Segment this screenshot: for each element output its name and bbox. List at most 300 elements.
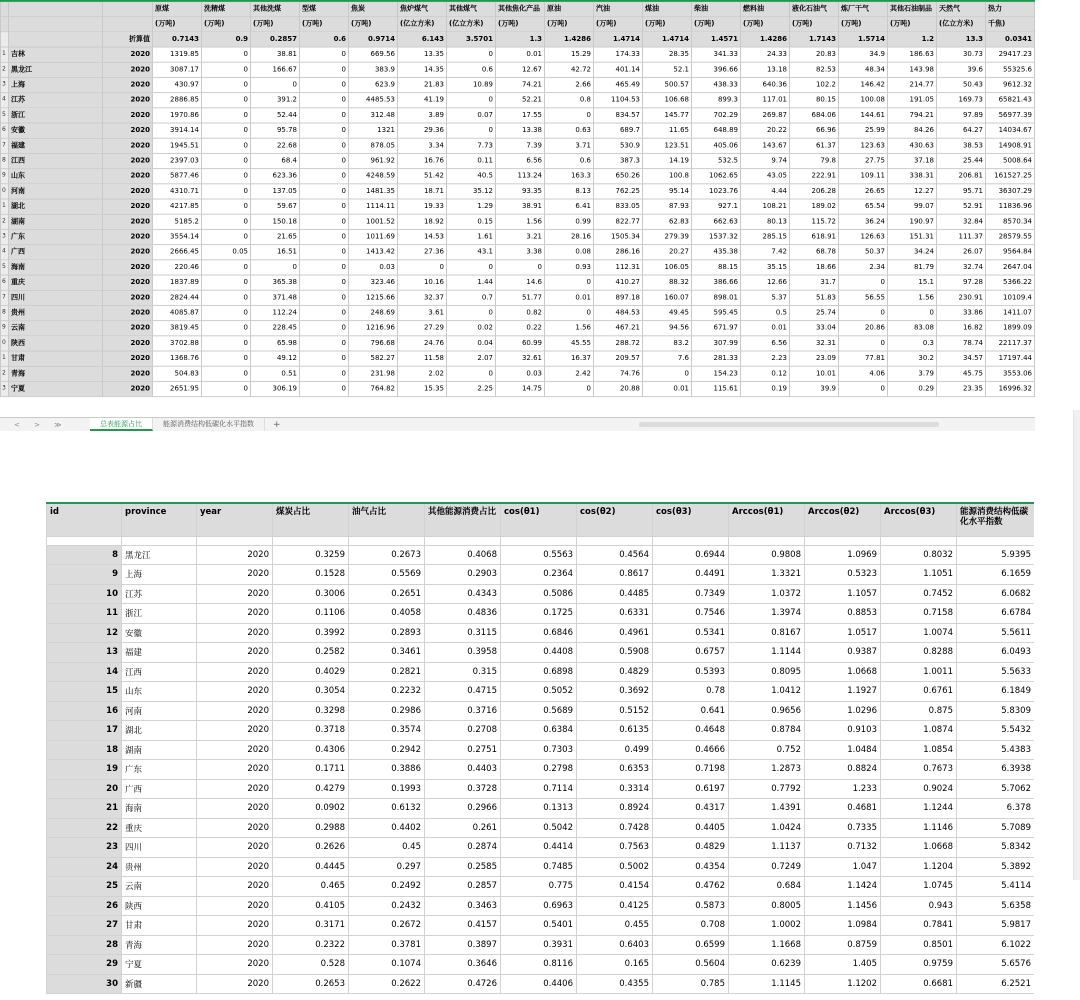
data-cell[interactable]: 0.5873 [653,896,729,916]
data-cell[interactable]: 51.42 [398,168,447,183]
data-cell[interactable]: 0.07 [447,107,496,122]
data-cell[interactable]: 166.67 [251,62,300,77]
data-cell[interactable]: 0.3692 [577,682,653,702]
column-header[interactable]: 天然气 [937,1,986,16]
data-cell[interactable]: 0.4666 [653,740,729,760]
data-cell[interactable]: 1.0854 [881,740,957,760]
data-cell[interactable]: 150.18 [251,214,300,229]
data-cell[interactable]: 4310.71 [153,183,202,198]
data-cell[interactable]: 115.72 [790,214,839,229]
data-cell[interactable]: 0.3728 [425,779,501,799]
data-cell[interactable]: 0.8 [545,92,594,107]
column-header[interactable]: 洗精煤 [202,1,251,16]
data-cell[interactable]: 137.05 [251,183,300,198]
column-header[interactable]: 其他洗煤 [251,1,300,16]
data-cell[interactable]: 0.01 [643,381,692,396]
data-cell[interactable]: 16.82 [937,320,986,335]
id-cell[interactable]: 21 [47,799,122,819]
data-cell[interactable]: 190.97 [888,214,937,229]
data-cell[interactable]: 0 [300,351,349,366]
year-cell[interactable]: 2020 [197,643,273,663]
data-cell[interactable]: 0.0902 [273,799,349,819]
data-cell[interactable]: 0 [545,107,594,122]
column-header[interactable]: id [47,503,122,536]
data-cell[interactable]: 0 [202,290,251,305]
data-cell[interactable]: 961.92 [349,153,398,168]
data-cell[interactable]: 0.775 [501,877,577,897]
data-cell[interactable]: 0 [202,168,251,183]
unit-header[interactable]: (万吨) [888,16,937,31]
data-cell[interactable]: 0.7452 [881,584,957,604]
data-cell[interactable]: 95.14 [643,183,692,198]
data-cell[interactable]: 0.8824 [805,760,881,780]
data-cell[interactable]: 37.18 [888,153,937,168]
year-cell[interactable]: 2020 [197,974,273,994]
data-cell[interactable]: 0.7132 [805,838,881,858]
weight-value[interactable]: 1.4714 [594,31,643,46]
data-cell[interactable]: 689.7 [594,123,643,138]
data-cell[interactable]: 0.4317 [653,799,729,819]
province-cell[interactable]: 甘肃 [9,351,103,366]
empty-cell[interactable] [805,536,881,545]
data-cell[interactable]: 0.3574 [349,721,425,741]
data-cell[interactable]: 0.8759 [805,935,881,955]
year-cell[interactable]: 2020 [197,682,273,702]
data-cell[interactable]: 5.7062 [957,779,1035,799]
data-cell[interactable]: 530.9 [594,138,643,153]
row-number[interactable]: 8 [1,153,9,168]
data-cell[interactable]: 10.16 [398,275,447,290]
data-cell[interactable]: 5008.64 [986,153,1035,168]
data-cell[interactable]: 6.1659 [957,565,1035,585]
data-cell[interactable]: 0.2364 [501,565,577,585]
id-cell[interactable]: 26 [47,896,122,916]
row-number[interactable]: 7 [1,138,9,153]
data-cell[interactable]: 833.05 [594,199,643,214]
data-cell[interactable]: 1.1137 [729,838,805,858]
data-cell[interactable]: 7.42 [741,244,790,259]
data-cell[interactable]: 16.51 [251,244,300,259]
data-cell[interactable]: 0.6599 [653,935,729,955]
data-cell[interactable]: 0.8853 [805,604,881,624]
data-cell[interactable]: 0.2622 [349,974,425,994]
data-cell[interactable]: 51.77 [496,290,545,305]
data-cell[interactable]: 56.55 [839,290,888,305]
data-cell[interactable]: 532.5 [692,153,741,168]
data-cell[interactable]: 102.2 [790,77,839,92]
data-cell[interactable]: 1.3974 [729,604,805,624]
data-cell[interactable]: 9612.32 [986,77,1035,92]
unit-header[interactable]: (万吨) [153,16,202,31]
data-cell[interactable]: 0.4445 [273,857,349,877]
province-cell[interactable]: 海南 [9,259,103,274]
province-cell[interactable]: 陕西 [122,896,197,916]
province-cell[interactable]: 湖南 [122,740,197,760]
data-cell[interactable]: 7.39 [496,138,545,153]
data-cell[interactable]: 671.97 [692,320,741,335]
data-cell[interactable]: 1.0745 [881,877,957,897]
data-cell[interactable]: 0.9808 [729,545,805,565]
data-cell[interactable]: 0.8924 [577,799,653,819]
province-cell[interactable]: 青海 [122,935,197,955]
data-cell[interactable]: 0.3931 [501,935,577,955]
data-cell[interactable]: 2.42 [545,366,594,381]
data-cell[interactable]: 88.32 [643,275,692,290]
data-cell[interactable]: 35.15 [741,259,790,274]
data-cell[interactable]: 0 [202,92,251,107]
data-cell[interactable]: 0 [300,290,349,305]
data-cell[interactable]: 0 [202,47,251,62]
data-cell[interactable]: 279.39 [643,229,692,244]
data-cell[interactable]: 500.57 [643,77,692,92]
weight-value[interactable]: 0.7143 [153,31,202,46]
data-cell[interactable]: 0 [300,259,349,274]
data-cell[interactable]: 0.4125 [577,896,653,916]
data-cell[interactable]: 0.4829 [577,662,653,682]
data-cell[interactable]: 0.4355 [577,974,653,994]
data-cell[interactable]: 0.7485 [501,857,577,877]
data-cell[interactable]: 13.18 [741,62,790,77]
data-cell[interactable]: 11.65 [643,123,692,138]
data-cell[interactable]: 0.4343 [425,584,501,604]
data-cell[interactable]: 20.22 [741,123,790,138]
data-cell[interactable]: 20.27 [643,244,692,259]
data-cell[interactable]: 144.61 [839,107,888,122]
data-cell[interactable]: 27.75 [839,153,888,168]
unit-header[interactable]: (亿立方米) [398,16,447,31]
data-cell[interactable]: 0.5052 [501,682,577,702]
data-cell[interactable]: 0.4564 [577,545,653,565]
data-cell[interactable]: 206.81 [937,168,986,183]
unit-header[interactable]: (万吨) [692,16,741,31]
data-cell[interactable]: 87.93 [643,199,692,214]
unit-header[interactable]: (万吨) [496,16,545,31]
data-cell[interactable]: 1.0074 [881,623,957,643]
weight-value[interactable]: 1.7143 [790,31,839,46]
province-cell[interactable]: 四川 [9,290,103,305]
data-cell[interactable]: 0.4491 [653,565,729,585]
data-cell[interactable]: 1.1424 [805,877,881,897]
data-cell[interactable]: 52.1 [643,62,692,77]
data-cell[interactable]: 35.12 [447,183,496,198]
data-cell[interactable]: 0.5908 [577,643,653,663]
data-cell[interactable]: 2824.44 [153,290,202,305]
data-cell[interactable]: 14908.91 [986,138,1035,153]
data-cell[interactable]: 312.48 [349,107,398,122]
data-cell[interactable]: 0.7673 [881,760,957,780]
data-cell[interactable]: 0.93 [545,259,594,274]
data-cell[interactable]: 0.5 [741,305,790,320]
row-number[interactable]: 5 [1,107,9,122]
data-cell[interactable]: 504.83 [153,366,202,381]
data-cell[interactable]: 97.89 [937,107,986,122]
data-cell[interactable]: 0.752 [729,740,805,760]
data-cell[interactable]: 0 [447,259,496,274]
weight-value[interactable]: 3.5701 [447,31,496,46]
data-cell[interactable]: 0.297 [349,857,425,877]
data-cell[interactable]: 438.33 [692,77,741,92]
data-cell[interactable]: 0 [839,381,888,396]
data-cell[interactable]: 19.33 [398,199,447,214]
data-cell[interactable]: 0.641 [653,701,729,721]
province-cell[interactable]: 河南 [122,701,197,721]
data-cell[interactable]: 2.07 [447,351,496,366]
weight-value[interactable]: 0.0341 [986,31,1035,46]
data-cell[interactable]: 6.0493 [957,643,1035,663]
id-cell[interactable]: 9 [47,565,122,585]
id-cell[interactable]: 18 [47,740,122,760]
data-cell[interactable]: 0 [447,305,496,320]
year-cell[interactable]: 2020 [103,366,153,381]
data-cell[interactable]: 0.708 [653,916,729,936]
province-cell[interactable]: 贵州 [122,857,197,877]
data-cell[interactable]: 0.6197 [653,779,729,799]
data-cell[interactable]: 5877.46 [153,168,202,183]
data-cell[interactable]: 5.5611 [957,623,1035,643]
data-cell[interactable]: 371.48 [251,290,300,305]
data-cell[interactable]: 0.8501 [881,935,957,955]
data-cell[interactable]: 5.6358 [957,896,1035,916]
id-cell[interactable]: 25 [47,877,122,897]
data-cell[interactable]: 1.0969 [805,545,881,565]
data-cell[interactable]: 25.74 [790,305,839,320]
data-cell[interactable]: 0.315 [425,662,501,682]
data-cell[interactable]: 1945.51 [153,138,202,153]
data-cell[interactable]: 1413.42 [349,244,398,259]
data-cell[interactable]: 0.5563 [501,545,577,565]
province-cell[interactable]: 山东 [122,682,197,702]
data-cell[interactable]: 41.19 [398,92,447,107]
data-cell[interactable]: 0.3259 [273,545,349,565]
data-cell[interactable]: 117.01 [741,92,790,107]
data-cell[interactable]: 1216.96 [349,320,398,335]
data-cell[interactable]: 662.63 [692,214,741,229]
data-cell[interactable]: 0 [300,183,349,198]
data-cell[interactable]: 5.5633 [957,662,1035,682]
year-cell[interactable]: 2020 [197,857,273,877]
data-cell[interactable]: 8570.34 [986,214,1035,229]
data-cell[interactable]: 307.99 [692,335,741,350]
data-cell[interactable]: 59.67 [251,199,300,214]
data-cell[interactable]: 151.31 [888,229,937,244]
data-cell[interactable]: 22117.37 [986,335,1035,350]
province-cell[interactable]: 吉林 [9,47,103,62]
data-cell[interactable]: 0 [300,199,349,214]
data-cell[interactable]: 0.2798 [501,760,577,780]
data-cell[interactable]: 154.23 [692,366,741,381]
data-cell[interactable]: 0.7841 [881,916,957,936]
weight-value[interactable]: 1.5714 [839,31,888,46]
data-cell[interactable]: 0.6846 [501,623,577,643]
data-cell[interactable]: 0.4726 [425,974,501,994]
data-cell[interactable]: 0.05 [202,244,251,259]
data-cell[interactable]: 1.0874 [881,721,957,741]
row-number[interactable]: 9 [1,168,9,183]
data-cell[interactable]: 0.7792 [729,779,805,799]
id-cell[interactable]: 23 [47,838,122,858]
data-cell[interactable]: 762.25 [594,183,643,198]
data-cell[interactable]: 0.5569 [349,565,425,585]
data-cell[interactable]: 0 [839,275,888,290]
data-cell[interactable]: 1411.07 [986,305,1035,320]
data-cell[interactable]: 81.79 [888,259,937,274]
year-cell[interactable]: 2020 [197,662,273,682]
data-cell[interactable]: 34.24 [888,244,937,259]
data-cell[interactable]: 28.35 [643,47,692,62]
weight-value[interactable]: 0.2857 [251,31,300,46]
year-cell[interactable]: 2020 [197,545,273,565]
data-cell[interactable]: 0.3992 [273,623,349,643]
data-cell[interactable]: 15.29 [545,47,594,62]
data-cell[interactable]: 163.3 [545,168,594,183]
data-cell[interactable]: 43.1 [447,244,496,259]
data-cell[interactable]: 8.13 [545,183,594,198]
data-cell[interactable]: 62.83 [643,214,692,229]
data-cell[interactable]: 26.65 [839,183,888,198]
province-cell[interactable]: 黑龙江 [122,545,197,565]
data-cell[interactable]: 1481.35 [349,183,398,198]
data-cell[interactable]: 1.1144 [729,643,805,663]
data-cell[interactable]: 1.1202 [805,974,881,994]
year-cell[interactable]: 2020 [197,565,273,585]
data-cell[interactable]: 61.37 [790,138,839,153]
data-cell[interactable]: 2.25 [447,381,496,396]
data-cell[interactable]: 623.9 [349,77,398,92]
data-cell[interactable]: 0.6384 [501,721,577,741]
data-cell[interactable]: 0 [202,351,251,366]
column-header[interactable]: 其他煤气 [447,1,496,16]
data-cell[interactable]: 40.5 [447,168,496,183]
empty-header-cell[interactable] [103,16,153,31]
data-cell[interactable]: 1.0002 [729,916,805,936]
data-cell[interactable]: 0.5393 [653,662,729,682]
data-cell[interactable]: 6.2521 [957,974,1035,994]
data-cell[interactable]: 0 [300,214,349,229]
empty-cell[interactable] [653,536,729,545]
data-cell[interactable]: 88.15 [692,259,741,274]
data-cell[interactable]: 285.15 [741,229,790,244]
year-cell[interactable]: 2020 [103,168,153,183]
unit-header[interactable]: (万吨) [545,16,594,31]
column-header[interactable]: province [122,503,197,536]
data-cell[interactable]: 0.1993 [349,779,425,799]
year-cell[interactable]: 2020 [197,760,273,780]
data-cell[interactable]: 18.92 [398,214,447,229]
data-cell[interactable]: 0.4279 [273,779,349,799]
data-cell[interactable]: 0 [202,229,251,244]
unit-header[interactable]: (万吨) [349,16,398,31]
empty-cell[interactable] [501,536,577,545]
data-cell[interactable]: 0.4836 [425,604,501,624]
data-cell[interactable]: 0.2626 [273,838,349,858]
data-cell[interactable]: 0.6 [545,153,594,168]
data-cell[interactable]: 899.3 [692,92,741,107]
data-cell[interactable]: 0 [839,335,888,350]
empty-cell[interactable] [122,536,197,545]
data-cell[interactable]: 16996.32 [986,381,1035,396]
data-cell[interactable]: 0.7249 [729,857,805,877]
id-cell[interactable]: 27 [47,916,122,936]
data-cell[interactable]: 0.3958 [425,643,501,663]
data-cell[interactable]: 3554.14 [153,229,202,244]
data-cell[interactable]: 14034.67 [986,123,1035,138]
data-cell[interactable]: 3.71 [545,138,594,153]
data-cell[interactable]: 0.12 [741,366,790,381]
data-cell[interactable]: 430.97 [153,77,202,92]
row-number[interactable]: 0 [1,335,9,350]
data-cell[interactable]: 43.05 [741,168,790,183]
data-cell[interactable]: 0.7335 [805,818,881,838]
data-cell[interactable]: 9.74 [741,153,790,168]
unit-header[interactable]: (万吨) [790,16,839,31]
data-cell[interactable]: 6.1849 [957,682,1035,702]
data-cell[interactable]: 95.78 [251,123,300,138]
data-cell[interactable]: 338.31 [888,168,937,183]
data-cell[interactable]: 0.3115 [425,623,501,643]
data-cell[interactable]: 0.6 [447,62,496,77]
province-cell[interactable]: 安徽 [122,623,197,643]
province-cell[interactable]: 青海 [9,366,103,381]
data-cell[interactable]: 4217.85 [153,199,202,214]
data-cell[interactable]: 0.4105 [273,896,349,916]
data-cell[interactable]: 0 [300,138,349,153]
data-cell[interactable]: 1.4391 [729,799,805,819]
data-cell[interactable]: 0 [447,47,496,62]
data-cell[interactable]: 0.4405 [653,818,729,838]
year-cell[interactable]: 2020 [197,838,273,858]
data-cell[interactable]: 189.02 [790,199,839,214]
data-cell[interactable]: 0.2942 [349,740,425,760]
data-cell[interactable]: 100.08 [839,92,888,107]
data-cell[interactable]: 1.1244 [881,799,957,819]
data-cell[interactable]: 1899.09 [986,320,1035,335]
weight-value[interactable]: 1.4714 [643,31,692,46]
data-cell[interactable]: 24.33 [741,47,790,62]
data-cell[interactable]: 6.1022 [957,935,1035,955]
data-cell[interactable]: 0 [202,275,251,290]
province-cell[interactable]: 江苏 [122,584,197,604]
data-cell[interactable]: 341.33 [692,47,741,62]
data-cell[interactable]: 13.38 [496,123,545,138]
data-cell[interactable]: 3.34 [398,138,447,153]
data-cell[interactable]: 2.34 [839,259,888,274]
data-cell[interactable]: 24.76 [398,335,447,350]
data-cell[interactable]: 465.49 [594,77,643,92]
data-cell[interactable]: 0.2673 [349,545,425,565]
data-cell[interactable]: 78.74 [937,335,986,350]
empty-header-cell[interactable] [1,31,9,46]
data-cell[interactable]: 0.6898 [501,662,577,682]
data-cell[interactable]: 1023.76 [692,183,741,198]
row-number[interactable]: 2 [1,62,9,77]
unit-header[interactable]: (万吨) [741,16,790,31]
data-cell[interactable]: 1.1146 [881,818,957,838]
year-cell[interactable]: 2020 [197,935,273,955]
id-cell[interactable]: 17 [47,721,122,741]
data-cell[interactable]: 1.0296 [805,701,881,721]
column-header[interactable]: 型煤 [300,1,349,16]
row-number[interactable]: 2 [1,366,9,381]
province-cell[interactable]: 黑龙江 [9,62,103,77]
data-cell[interactable]: 0.2821 [349,662,425,682]
column-header[interactable]: Arccos(θ2) [805,503,881,536]
data-cell[interactable]: 0.3006 [273,584,349,604]
weight-value[interactable]: 6.143 [398,31,447,46]
data-cell[interactable]: 0.15 [447,214,496,229]
data-cell[interactable]: 5.5432 [957,721,1035,741]
data-cell[interactable]: 2666.45 [153,244,202,259]
data-cell[interactable]: 80.15 [790,92,839,107]
